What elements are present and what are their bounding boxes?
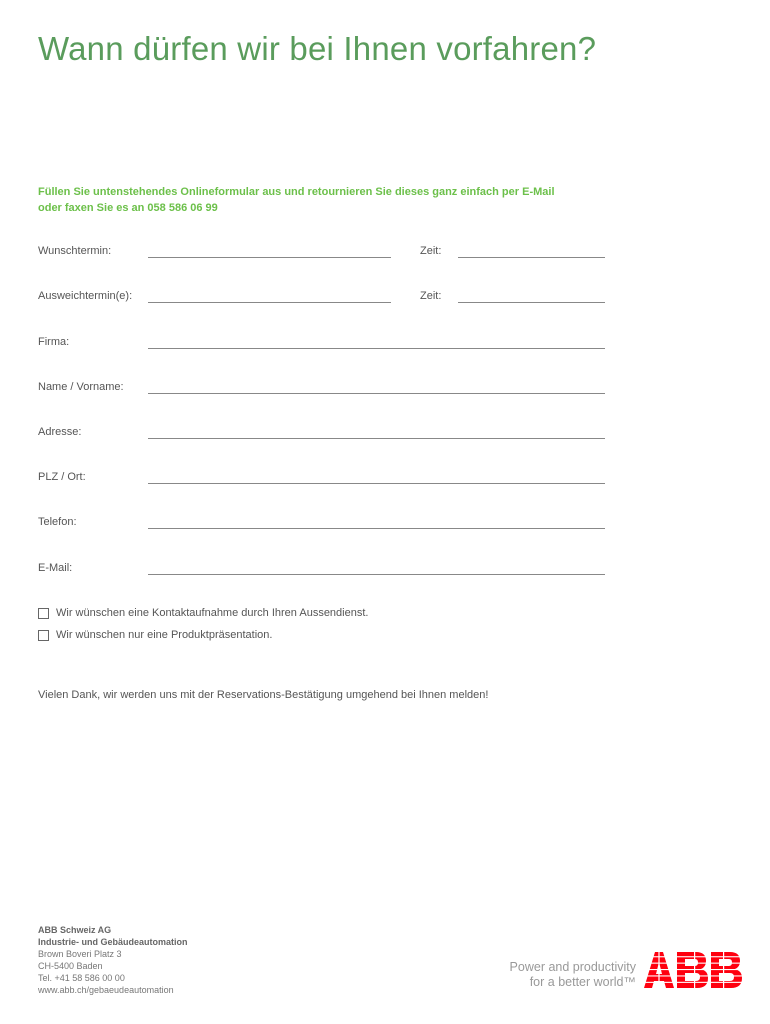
ausweichtermin-label: Ausweichtermin(e):	[38, 290, 133, 302]
checkbox-row-kontakt	[38, 607, 368, 619]
email-label: E-Mail:	[38, 562, 73, 574]
intro-line-1: Füllen Sie untenstehendes Onlineformular aus und retournieren Sie dieses ganz einfach per E-Mail	[38, 186, 555, 198]
praesentation-checkbox[interactable]	[38, 630, 49, 641]
checkbox-row-praesentation	[38, 629, 272, 641]
ausweichtermin-field[interactable]	[148, 302, 391, 303]
page-title: Wann dürfen wir bei Ihnen vorfahren?	[38, 30, 597, 67]
footer-web: www.abb.ch/gebaeudeautomation	[38, 985, 174, 995]
plz-ort-field[interactable]	[148, 483, 605, 484]
zeit-label: Zeit:	[420, 245, 442, 257]
zeit-field-2[interactable]	[458, 302, 605, 303]
telefon-field[interactable]	[148, 528, 605, 529]
email-field[interactable]	[148, 574, 605, 575]
tagline-line-1: Power and productivity	[509, 960, 636, 974]
thanks-text: Vielen Dank, wir werden uns mit der Reservations-Bestätigung umgehend bei Ihnen melden!	[38, 689, 489, 701]
name-field[interactable]	[148, 393, 605, 394]
plz-ort-label: PLZ / Ort:	[38, 471, 86, 483]
footer-city: CH-5400 Baden	[38, 961, 103, 971]
wunschtermin-label: Wunschtermin:	[38, 245, 112, 257]
abb-logo-icon	[644, 950, 744, 990]
intro-line-2: oder faxen Sie es an 058 586 06 99	[38, 202, 218, 214]
firma-label: Firma:	[38, 336, 70, 348]
row-wunschtermin	[38, 245, 608, 265]
zeit-label-2: Zeit:	[420, 290, 442, 302]
wunschtermin-field[interactable]	[148, 257, 391, 258]
row-plz-ort	[38, 471, 608, 491]
footer-company: ABB Schweiz AG	[38, 925, 112, 935]
firma-field[interactable]	[148, 348, 605, 349]
row-telefon	[38, 516, 608, 536]
tagline	[470, 960, 636, 990]
name-label: Name / Vorname:	[38, 381, 124, 393]
telefon-label: Telefon:	[38, 516, 77, 528]
row-name	[38, 381, 608, 401]
row-email	[38, 562, 608, 582]
adresse-field[interactable]	[148, 438, 605, 439]
footer-division: Industrie- und Gebäudeautomation	[38, 937, 188, 947]
tagline-line-2: for a better world™	[529, 975, 636, 989]
kontakt-checkbox-label: Wir wünschen eine Kontaktaufnahme durch Ihren Aussendienst.	[56, 607, 369, 619]
footer-address	[38, 924, 188, 996]
zeit-field[interactable]	[458, 257, 605, 258]
row-ausweichtermin	[38, 290, 608, 310]
footer-phone: Tel. +41 58 586 00 00	[38, 973, 125, 983]
abb-logo-letters	[644, 952, 742, 988]
praesentation-checkbox-label: Wir wünschen nur eine Produktpräsentation.	[56, 629, 273, 641]
footer-street: Brown Boveri Platz 3	[38, 949, 122, 959]
row-firma	[38, 336, 608, 356]
row-adresse	[38, 426, 608, 446]
kontakt-checkbox[interactable]	[38, 608, 49, 619]
adresse-label: Adresse:	[38, 426, 82, 438]
intro-text	[38, 184, 638, 216]
